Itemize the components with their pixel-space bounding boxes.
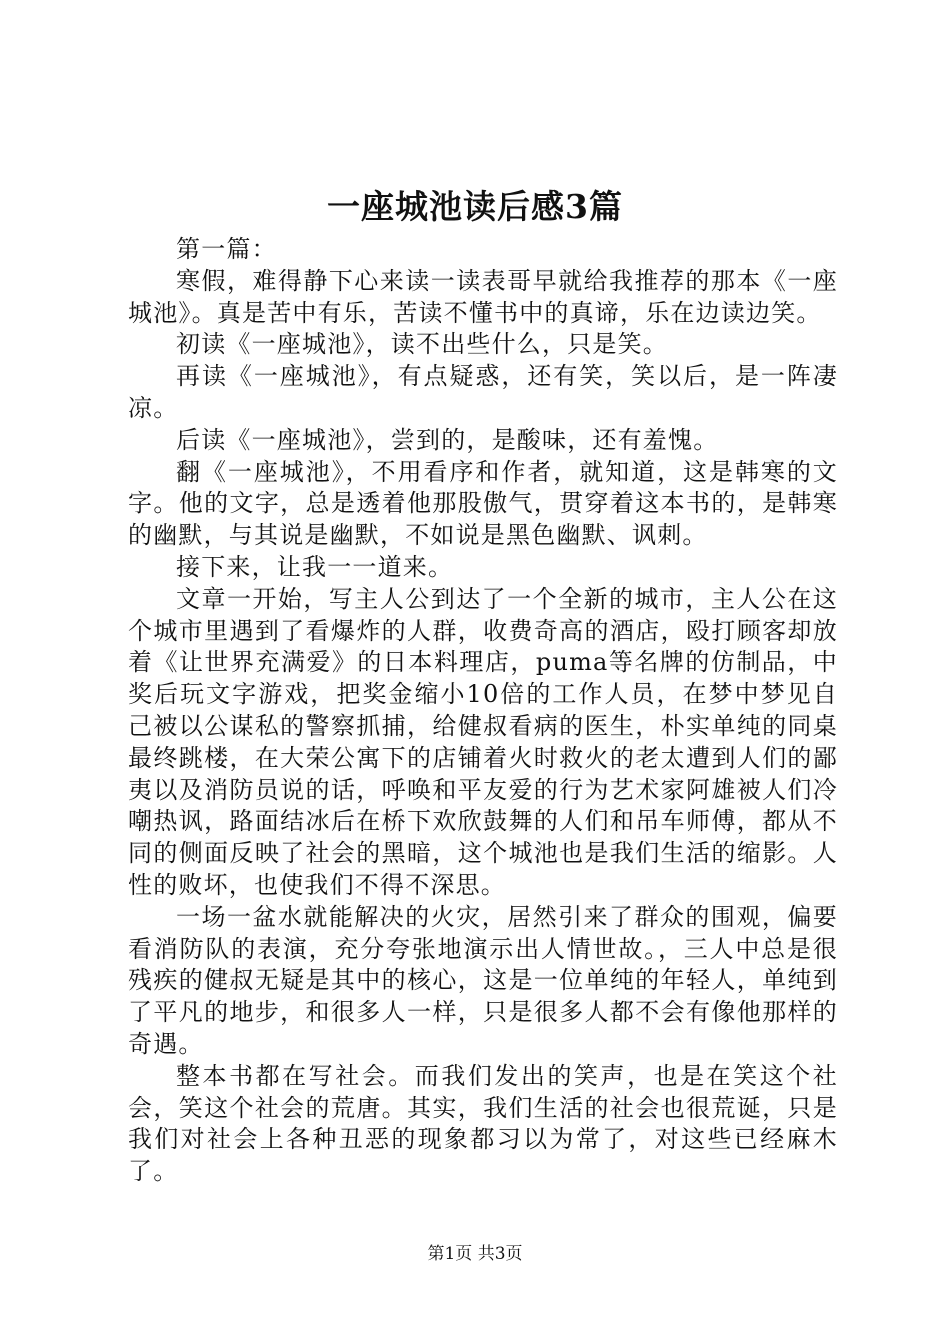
paragraph: 初读《一座城池》，读不出些什么，只是笑。 [176,330,668,359]
page-footer: 第1页 共3页 [427,1244,523,1264]
paragraph: 一场一盆水就能解决的火灾，居然引来了群众的围观，偏要看消防队的表演，充分夸张地演示出人情世故。，三人中总是很残疾的健叔无疑是其中的核心，这是一位单纯的年轻人，单纯到了平凡的地步，和很多人一样，只是很多人都不会有像他那样的奇遇。 [128,902,838,1058]
paragraph: 后读《一座城池》，尝到的，是酸味，还有羞愧。 [176,425,719,454]
document-title: 一座城池读后感3篇 [327,187,623,226]
paragraph: 寒假，难得静下心来读一读表哥早就给我推荐的那本《一座城池》。真是苦中有乐，苦读不懂书中的真谛，乐在边读边笑。 [128,266,838,327]
paragraph: 文章一开始，写主人公到达了一个全新的城市，主人公在这个城市里遇到了看爆炸的人群，收费奇高的酒店，殴打顾客却放着《让世界充满爱》的日本料理店，puma等名牌的仿制品，中奖后玩文字游戏，把奖金缩小10倍的工作人员，在梦中梦见自己被以公谋私的警察抓捕，给健叔看病的医生，朴实单纯的同桌最终跳楼，在大荣公寓下的店铺着火时救火的老太遭到人们的鄙夷以及消防员说的话，呼唤和平友爱的行为艺术家阿雄被人们冷嘲热讽，路面结冰后在桥下欢欣鼓舞的人们和吊车师傅，都从不同的侧面反映了社会的黑暗，这个城池也是我们生活的缩影。人性的败坏，也使我们不得不深思。 [128,584,838,899]
paragraph: 再读《一座城池》，有点疑惑，还有笑，笑以后，是一阵凄凉。 [128,362,838,422]
document-body [128,234,838,1188]
paragraph: 翻《一座城池》，不用看序和作者，就知道，这是韩寒的文字。他的文字，总是透着他那股傲气，贯穿着这本书的，是韩寒的幽默，与其说是幽默，不如说是黑色幽默、讽刺。 [128,457,838,550]
paragraph: 接下来，让我一一道来。 [176,552,454,581]
paragraph: 整本书都在写社会。而我们发出的笑声，也是在笑这个社会，笑这个社会的荒唐。其实，我们生活的社会也很荒诞，只是我们对社会上各种丑恶的现象都习以为常了，对这些已经麻木了。 [128,1061,838,1186]
paragraph-heading: 第一篇： [176,235,277,263]
